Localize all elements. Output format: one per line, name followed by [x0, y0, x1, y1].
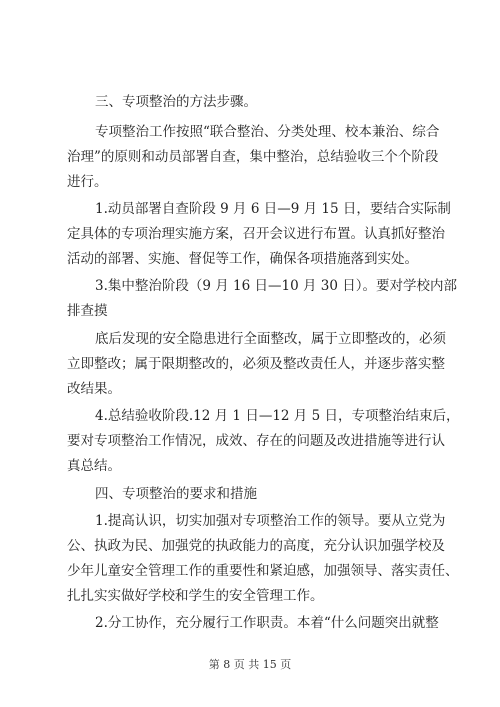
- line-rectify-3: 改结果。: [67, 381, 121, 397]
- line-section-4-heading: 四、专项整治的要求和措施: [95, 486, 257, 502]
- line-rectify-2: 立即整改；属于限期整改的，必须及整改责任人，并逐步落实整: [67, 356, 445, 372]
- line-stage4-1: 4.总结验收阶段.12 月 1 日—12 月 5 日，专项整治结束后，: [95, 408, 460, 424]
- line-stage1-3: 活动的部署、实施、督促等工作，确保各项措施落到实处。: [67, 251, 418, 267]
- line-section-3-heading: 三、专项整治的方法步骤。: [95, 94, 257, 110]
- line-rectify-1: 底后发现的安全隐患进行全面整改，属于立即整改的，必须: [95, 331, 446, 347]
- line-measure1-1: 1.提高认识，切实加强对专项整治工作的领导。要从立党为: [95, 513, 446, 529]
- line-intro-2: 治理”的原则和动员部署自查，集中整治，总结验收三个个阶段: [67, 149, 439, 165]
- line-stage4-2: 要对专项整治工作情况，成效、存在的问题及改进措施等进行认: [67, 433, 445, 449]
- line-intro-3: 进行。: [67, 174, 108, 190]
- line-stage3-2: 排查摸: [67, 303, 108, 319]
- line-measure2-1: 2.分工协作，充分履行工作职责。本着“什么问题突出就整: [95, 615, 439, 631]
- line-measure1-3: 少年儿童安全管理工作的重要性和紧迫感，加强领导、落实责任、: [67, 563, 459, 579]
- line-measure1-2: 公、执政为民、加强党的执政能力的高度，充分认识加强学校及: [67, 538, 445, 554]
- page-number-footer: 第 8 页 共 15 页: [208, 658, 292, 671]
- line-stage1-1: 1.动员部署自查阶段 9 月 6 日—9 月 15 日，要结合实际制: [95, 201, 451, 217]
- line-stage3-1: 3.集中整治阶段（9 月 16 日—10 月 30 日）。要对学校内部: [95, 278, 458, 294]
- line-measure1-4: 扎扎实实做好学校和学生的安全管理工作。: [67, 588, 324, 604]
- line-stage4-3: 真总结。: [67, 458, 121, 474]
- line-stage1-2: 定具体的专项治理实施方案，召开会议进行布置。认真抓好整治: [67, 226, 445, 242]
- line-intro-1: 专项整治工作按照“联合整治、分类处理、校本兼治、综合: [95, 124, 440, 140]
